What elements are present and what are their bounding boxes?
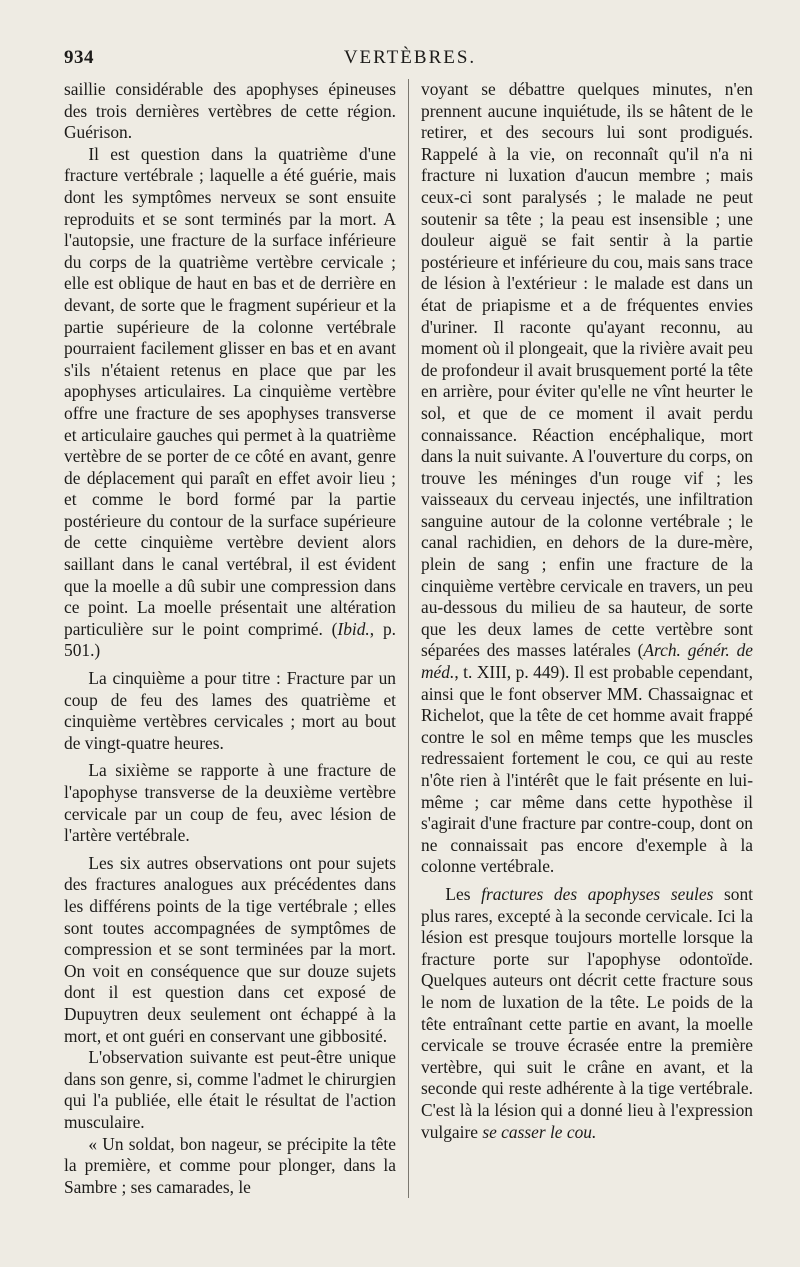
paragraph: [421, 79, 753, 878]
paragraph-text: Il est question dans la quatrième d'une fracture vertébrale ; laquelle a été guérie, mais dont les symptômes nerveux se sont ensuite reproduits et se sont terminés par la mort. A l'autopsie, une fracture de la surface inférieure du corps de la quatrième vertèbre cervicale ; elle est oblique de haut en bas et de derrière en devant, de sorte que le fragment supérieur et la partie supérieure de la colonne vertébrale pourraient facilement glisser en bas et en avant s'ils n'étaient retenus en place que par les apophyses articulaires. La cinquième vertèbre offre une fracture de ses apophyses transverse et articulaire gauches qui permet à la quatrième vertèbre de se porter de ce côté en avant, genre de déplacement qui paraît en effet avoir lieu ; et comme le bord formé par la partie postérieure du contour de la surface supérieure de cette cinquième vertèbre devient alors saillant dans le canal vertébral, il est évident que la moelle a dû subir une compression dans ce point. La moelle présentait une altération particulière sur le point comprimé.: [64, 143, 396, 639]
emphasis-text: fractures des apophyses seules: [481, 883, 714, 904]
paragraph-text: , t. XIII, p. 449). Il est probable cependant, ainsi que le font observer MM. Chassaignac et Richelot, que la tête de cet homme avait frappé contre le sol en même temps que les muscles redressaient fortement le cou, ce qui au reste n'ôte rien à l'intérêt que le fait présente en lui-même ; car même dans cette hypothèse il s'agirait d'une fracture par contre-coup, dont on ne connaissait pas encore d'exemple à la colonne vertébrale.: [421, 662, 753, 877]
running-title: VERTÈBRES.: [343, 47, 477, 68]
paragraph: L'observation suivante est peut-être unique dans son genre, si, comme l'admet le chirurgien qui l'a publiée, elle était le résultat de l'action musculaire.: [64, 1047, 396, 1132]
right-column: [421, 79, 753, 1198]
page-header: [64, 47, 756, 77]
emphasis-text: se casser le cou.: [482, 1121, 597, 1142]
paragraph: La cinquième a pour titre : Fracture par un coup de feu des lames des quatrième et cinquième vertèbres cervicales ; mort au bout de vingt-quatre heures.: [64, 668, 396, 753]
reference-text: , p. 501.): [64, 618, 396, 661]
paragraph-text: Les: [445, 883, 482, 904]
paragraph: La sixième se rapporte à une fracture de l'apophyse transverse de la deuxième vertèbre cervicale par un coup de feu, avec lésion de l'artère vertébrale.: [64, 760, 396, 846]
paragraph-text: sont plus rares, excepté à la seconde cervicale. Ici la lésion est presque toujours mortelle lorsque la fracture porte sur l'apophyse odontoïde. Quelques auteurs ont décrit cette fracture sous le nom de luxation de la tête. Le poids de la tête entraînant cette partie en avant, la moelle cervicale se trouve écrasée entre la première vertèbre, qui suit le crâne en avant, et la seconde qui reste adhérente à la tige vertébrale. C'est là la lésion qui a donné lieu à l'expression vulgaire: [421, 883, 753, 1142]
paragraph: « Un soldat, bon nageur, se précipite la tête la première, et comme pour plonger, dans la Sambre ; ses camarades, le: [64, 1133, 396, 1197]
paragraph: Les six autres observations ont pour sujets des fractures analogues aux précédentes dans les différens points de la tige vertébrale ; elles sont toutes accompagnées de symptômes de compression et se sont terminées par la mort. On voit en conséquence que sur douze sujets dont il est question dans cet exposé de Dupuytren deux seulement ont échappé à la mort, et ont guéri en conservant une gibbosité.: [64, 852, 396, 1046]
column-divider: [408, 79, 409, 1198]
left-column: [64, 79, 396, 1198]
reference-italic: Arch. génér. de méd.: [421, 640, 753, 683]
paragraph-text: voyant se débattre quelques minutes, n'en prennent aucune inquiétude, ils se hâtent de le retirer, et des secours lui sont prodigués. Rappelé à la vie, on reconnaît qu'il n'a ni fracture ni luxation d'aucun membre ; mais ceux-ci sont paralysés ; le malade ne peut soutenir sa tête ; la peau est insensible ; une douleur aiguë se fait sentir à la partie postérieure et inférieure du cou, mais sans trace de lésion à l'extérieur : le malade est dans un état de priapisme et a de fréquentes envies d'uriner. Il raconte qu'ayant reconnu, au moment où il plongeait, que la rivière avait peu de profondeur il avait brusquement porté la tête en arrière, pour éviter qu'elle ne vînt heurter le sol, et que de ce moment il avait perdu connaissance. Réaction encéphalique, mort dans la nuit suivante. A l'ouverture du corps, on trouve les méninges d'un rouge vif ; les vaisseaux du cerveau injectés, une infiltration sanguine autour de la colonne vertébrale ; le canal rachidien, en dehors de la dure-mère, plein de sang ; enfin une fracture de la cinquième vertèbre cervicale en travers, un peu au-dessous du milieu de sa hauteur, de sorte que les deux lames de cette vertèbre sont séparées des masses latérales (: [421, 79, 753, 661]
reference-italic: Ibid.: [337, 618, 370, 639]
paragraph: saillie considérable des apophyses épineuses des trois dernières vertèbres de cette région. Guérison.: [64, 79, 396, 143]
text-columns: [64, 79, 756, 1198]
page-number: 934: [64, 47, 94, 68]
paragraph: [421, 884, 753, 1143]
paragraph: Il est question dans la quatrième d'une fracture vertébrale ; laquelle a été guérie, mais dont les symptômes nerveux se sont ensuite reproduits et se sont terminés par la mort. A l'autopsie, une fracture de la surface inférieure du corps de la quatrième vertèbre cervicale ; elle est oblique de haut en bas et de derrière en devant, de sorte que le fragment supérieur et la partie supérieure de la colonne vertébrale pourraient facilement glisser en bas et en avant s'ils n'étaient retenus en place que par les apophyses articulaires. La cinquième vertèbre offre une fracture de ses apophyses transverse et articulaire gauches qui permet à la quatrième vertèbre de se porter de ce côté en avant, genre de déplacement qui paraît en effet avoir lieu ; et comme le bord formé par la partie postérieure du contour de la surface supérieure de cette cinquième vertèbre devient alors saillant dans le canal vertébral, il est évident que la moelle a dû subir une compression dans ce point. La moelle présentait une altération particulière sur le point comprimé. (Ibid., p. 501.): [64, 143, 396, 661]
